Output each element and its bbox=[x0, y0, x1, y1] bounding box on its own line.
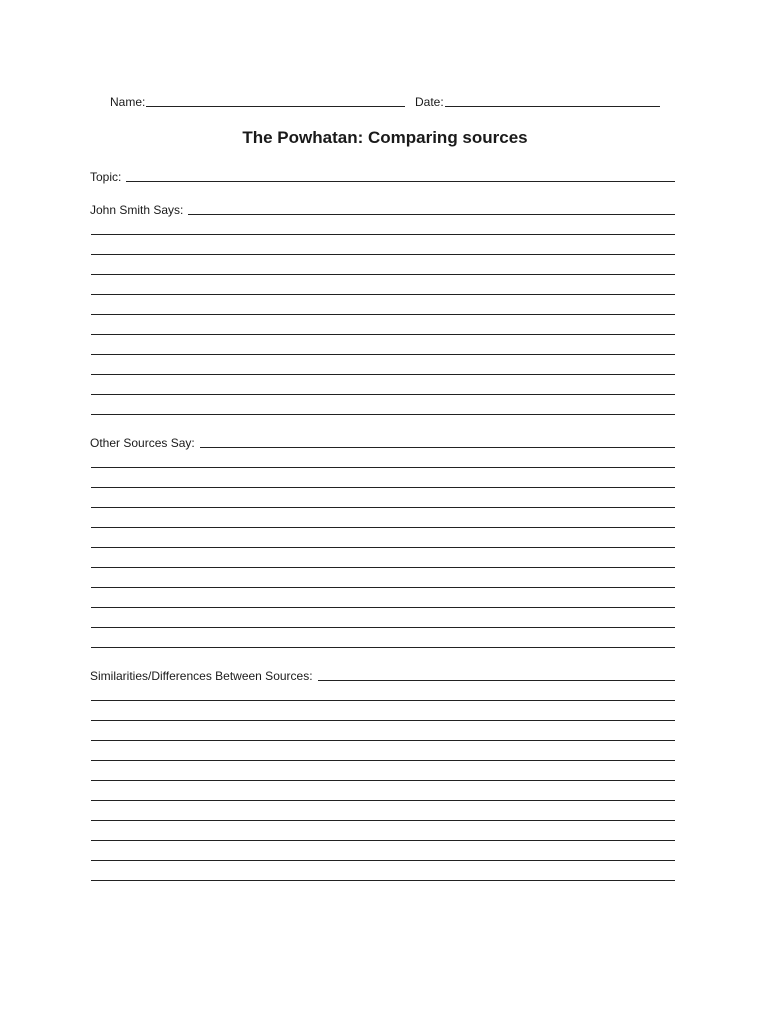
writing-line[interactable] bbox=[91, 487, 675, 488]
other-sources-line[interactable] bbox=[200, 446, 675, 448]
writing-line[interactable] bbox=[91, 700, 675, 701]
writing-line[interactable] bbox=[91, 820, 675, 821]
writing-line[interactable] bbox=[91, 314, 675, 315]
writing-line[interactable] bbox=[91, 394, 675, 395]
page-title: The Powhatan: Comparing sources bbox=[242, 128, 528, 147]
writing-line[interactable] bbox=[91, 254, 675, 255]
name-label: Name: bbox=[110, 95, 146, 109]
topic-line[interactable] bbox=[126, 180, 675, 182]
topic-field[interactable] bbox=[90, 168, 675, 186]
writing-line[interactable] bbox=[91, 860, 675, 861]
writing-line[interactable] bbox=[91, 880, 675, 881]
writing-line[interactable] bbox=[91, 354, 675, 355]
john-smith-line[interactable] bbox=[188, 213, 675, 215]
writing-line[interactable] bbox=[91, 507, 675, 508]
writing-line[interactable] bbox=[91, 587, 675, 588]
writing-line[interactable] bbox=[91, 274, 675, 275]
writing-line[interactable] bbox=[91, 414, 675, 415]
header-row bbox=[110, 93, 670, 111]
name-field[interactable] bbox=[110, 93, 405, 111]
similarities-line[interactable] bbox=[318, 679, 675, 681]
writing-line[interactable] bbox=[91, 780, 675, 781]
other-sources-field[interactable] bbox=[90, 434, 675, 452]
writing-line[interactable] bbox=[91, 800, 675, 801]
writing-line[interactable] bbox=[91, 567, 675, 568]
john-smith-field[interactable] bbox=[90, 201, 675, 219]
writing-line[interactable] bbox=[91, 374, 675, 375]
writing-line[interactable] bbox=[91, 547, 675, 548]
date-label: Date: bbox=[415, 95, 444, 109]
writing-line[interactable] bbox=[91, 334, 675, 335]
writing-line[interactable] bbox=[91, 467, 675, 468]
topic-label: Topic: bbox=[90, 170, 122, 184]
other-sources-label: Other Sources Say: bbox=[90, 436, 195, 450]
date-line[interactable] bbox=[445, 105, 660, 107]
writing-line[interactable] bbox=[91, 294, 675, 295]
john-smith-label: John Smith Says: bbox=[90, 203, 184, 217]
name-line[interactable] bbox=[146, 105, 405, 107]
writing-line[interactable] bbox=[91, 234, 675, 235]
writing-line[interactable] bbox=[91, 627, 675, 628]
similarities-label: Similarities/Differences Between Sources: bbox=[90, 669, 313, 683]
writing-line[interactable] bbox=[91, 647, 675, 648]
writing-line[interactable] bbox=[91, 740, 675, 741]
writing-line[interactable] bbox=[91, 527, 675, 528]
writing-line[interactable] bbox=[91, 760, 675, 761]
similarities-field[interactable] bbox=[90, 667, 675, 685]
writing-line[interactable] bbox=[91, 840, 675, 841]
date-field[interactable] bbox=[415, 93, 660, 111]
writing-line[interactable] bbox=[91, 720, 675, 721]
writing-line[interactable] bbox=[91, 607, 675, 608]
